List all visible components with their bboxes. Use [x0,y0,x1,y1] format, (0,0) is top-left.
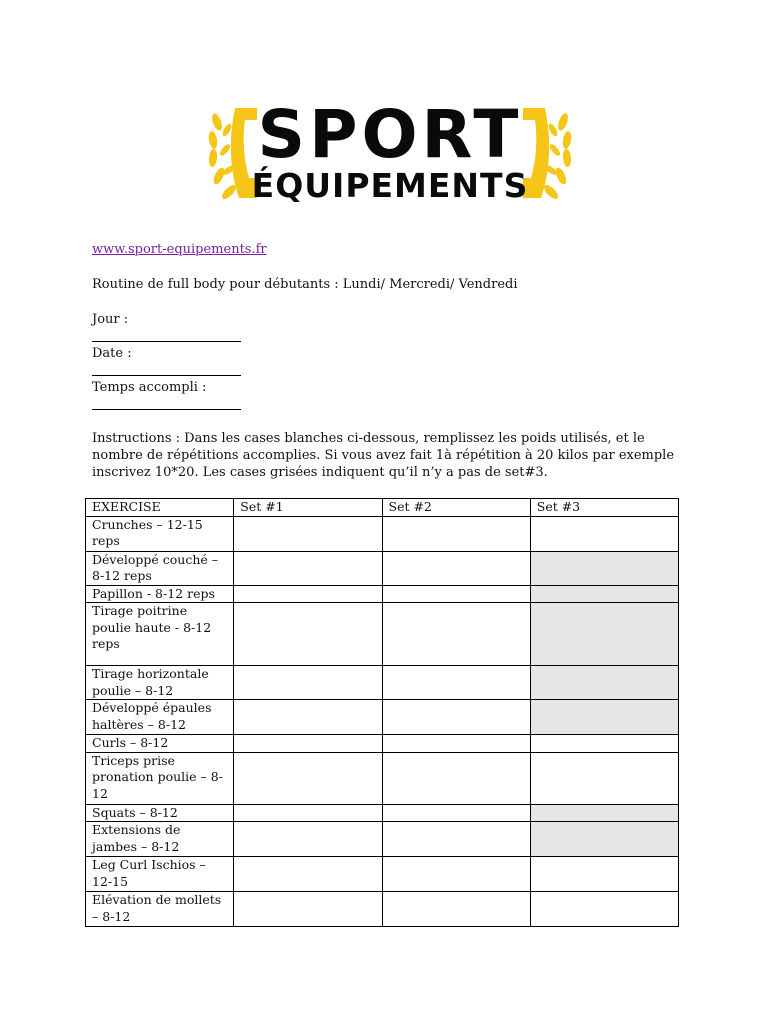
set-3-cell [530,666,678,700]
set-1-cell[interactable] [234,735,382,753]
set-1-cell[interactable] [234,857,382,892]
set-2-cell[interactable] [382,700,530,735]
set-2-cell[interactable] [382,752,530,804]
exercise-cell: Crunches – 12-15 reps [86,516,234,551]
table-row [86,516,679,551]
jour-underline [92,341,241,342]
set-2-cell[interactable] [382,666,530,700]
date-label: Date : [92,346,132,361]
header-set-2: Set #2 [382,499,530,517]
set-1-cell[interactable] [234,752,382,804]
table-row [86,892,679,927]
exercise-cell: Tirage poitrine poulie haute - 8-12 reps [86,603,234,666]
set-2-cell[interactable] [382,857,530,892]
exercise-cell: Développé couché – 8-12 reps [86,551,234,585]
set-2-cell[interactable] [382,822,530,857]
sport-equipements-logo [205,96,575,212]
instructions-line: inscrivez 10*20. Les cases grisées indiquent qu’il n’y a pas de set#3. [92,465,548,480]
set-2-cell[interactable] [382,892,530,927]
set-3-cell [530,603,678,666]
logo-word-sport: SPORT [257,96,523,173]
set-3-cell[interactable] [530,752,678,804]
set-1-cell[interactable] [234,700,382,735]
routine-heading: Routine de full body pour débutants : Lundi/ Mercredi/ Vendredi [92,277,518,292]
exercise-cell: Développé épaules haltères – 8-12 [86,700,234,735]
exercise-cell: Triceps prise pronation poulie – 8-12 [86,752,234,804]
set-3-cell[interactable] [530,892,678,927]
set-3-cell [530,822,678,857]
workout-table [85,498,679,927]
set-1-cell[interactable] [234,603,382,666]
exercise-cell: Squats – 8-12 [86,804,234,822]
instructions-paragraph [92,430,682,481]
date-underline [92,375,241,376]
set-1-cell[interactable] [234,892,382,927]
temps-label: Temps accompli : [92,380,207,395]
set-3-cell [530,804,678,822]
exercise-cell: Leg Curl Ischios – 12-15 [86,857,234,892]
set-1-cell[interactable] [234,666,382,700]
instructions-line: Instructions : Dans les cases blanches ci-dessous, remplissez les poids utilisés, et le [92,431,645,446]
table-row [86,804,679,822]
table-header-row [86,499,679,517]
set-3-cell[interactable] [530,516,678,551]
table-row [86,603,679,666]
set-1-cell[interactable] [234,804,382,822]
set-3-cell[interactable] [530,857,678,892]
table-row [86,857,679,892]
set-2-cell[interactable] [382,516,530,551]
set-2-cell[interactable] [382,585,530,603]
table-row [86,666,679,700]
header-exercise: EXERCISE [86,499,234,517]
set-3-cell[interactable] [530,735,678,753]
set-2-cell[interactable] [382,603,530,666]
set-2-cell[interactable] [382,804,530,822]
exercise-cell: Tirage horizontale poulie – 8-12 [86,666,234,700]
header-set-3: Set #3 [530,499,678,517]
set-2-cell[interactable] [382,551,530,585]
table-row [86,822,679,857]
exercise-cell: Curls – 8-12 [86,735,234,753]
table-row [86,735,679,753]
set-1-cell[interactable] [234,822,382,857]
set-1-cell[interactable] [234,551,382,585]
jour-label: Jour : [92,312,129,327]
table-row [86,551,679,585]
exercise-cell: Elévation de mollets – 8-12 [86,892,234,927]
table-row [86,700,679,735]
set-2-cell[interactable] [382,735,530,753]
header-set-1: Set #1 [234,499,382,517]
set-1-cell[interactable] [234,516,382,551]
set-3-cell [530,700,678,735]
exercise-cell: Extensions de jambes – 8-12 [86,822,234,857]
table-row [86,585,679,603]
set-3-cell [530,585,678,603]
set-3-cell [530,551,678,585]
website-link[interactable]: www.sport-equipements.fr [92,242,267,257]
instructions-line: nombre de répétitions accomplies. Si vous avez fait 1à répétition à 20 kilos par exemple [92,448,675,463]
set-1-cell[interactable] [234,585,382,603]
exercise-cell: Papillon - 8-12 reps [86,585,234,603]
temps-underline [92,409,241,410]
table-row [86,752,679,804]
logo-word-equipements: ÉQUIPEMENTS [251,166,529,205]
